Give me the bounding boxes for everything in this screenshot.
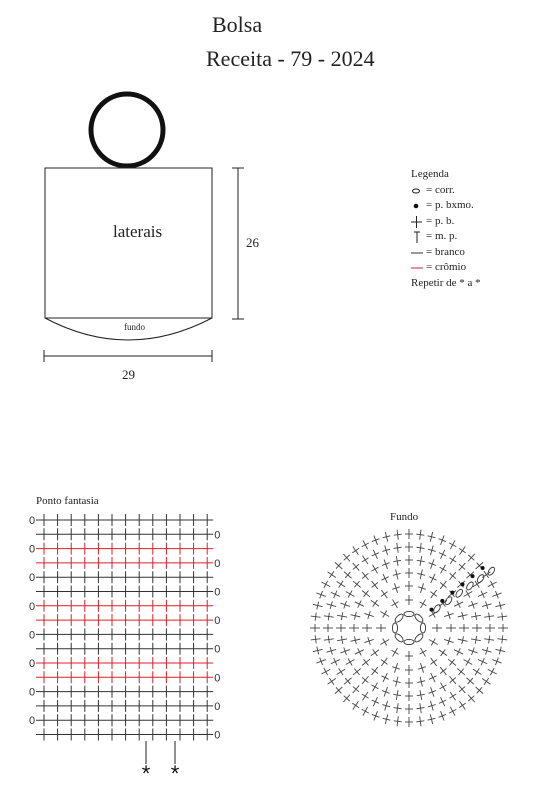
single-crochet-stitch <box>427 700 437 712</box>
single-crochet-stitch <box>350 635 362 645</box>
single-crochet-stitch <box>369 681 381 694</box>
chain-stitch <box>465 581 474 591</box>
single-crochet-stitch <box>336 624 346 632</box>
chain-stitch <box>487 566 496 576</box>
single-crochet-stitch <box>447 538 459 551</box>
white-line-icon <box>411 246 424 259</box>
height-value: 26 <box>246 235 259 250</box>
single-crochet-stitch <box>391 662 402 674</box>
single-crochet-stitch <box>350 560 363 573</box>
bag-handle <box>91 94 163 166</box>
repeat-note: Repetir de * a * <box>411 276 481 289</box>
single-crochet-stitch <box>471 666 484 678</box>
single-crochet-stitch <box>405 678 413 688</box>
single-crochet-stitch <box>353 646 365 658</box>
single-crochet-stitch <box>481 646 493 656</box>
chain-stitch-icon <box>411 184 424 197</box>
single-crochet-stitch <box>452 598 464 610</box>
single-crochet-stitch <box>389 597 401 610</box>
single-crochet-stitch <box>476 656 488 667</box>
single-crochet-stitch <box>427 544 437 556</box>
width-value: 29 <box>122 367 135 382</box>
legend-label: = branco <box>426 245 465 258</box>
single-crochet-stitch <box>405 595 413 605</box>
slip-stitch <box>440 599 444 603</box>
page-title: Bolsa <box>212 12 263 37</box>
single-crochet-stitch <box>380 558 391 570</box>
single-crochet-stitch <box>336 635 347 645</box>
stitch-row <box>36 528 220 541</box>
single-crochet-stitch <box>329 589 341 600</box>
single-crochet-stitch <box>325 675 338 687</box>
single-crochet-stitch <box>426 713 436 725</box>
single-crochet-stitch <box>368 665 380 678</box>
single-crochet-stitch <box>405 529 413 539</box>
stitch-row <box>36 614 220 627</box>
single-crochet-stitch <box>359 705 371 718</box>
single-crochet-stitch <box>426 531 436 543</box>
single-crochet-stitch <box>497 635 508 644</box>
single-crochet-stitch <box>341 569 354 582</box>
single-crochet-stitch <box>340 551 353 564</box>
single-crochet-stitch <box>359 570 372 583</box>
single-crochet-stitch <box>428 656 440 669</box>
single-crochet-stitch <box>339 646 351 657</box>
single-crochet-stitch <box>381 713 391 725</box>
single-crochet-stitch <box>456 560 469 573</box>
width-dimension <box>44 350 212 362</box>
single-crochet-stitch <box>405 691 413 701</box>
chain-marker: 0 <box>214 672 221 685</box>
single-crochet-stitch <box>446 570 459 583</box>
single-crochet-stitch <box>369 597 382 609</box>
single-crochet-stitch <box>393 529 402 540</box>
single-crochet-stitch <box>437 710 448 722</box>
single-crochet-stitch <box>350 611 362 621</box>
single-crochet-stitch <box>360 587 373 599</box>
half-double-crochet-icon <box>411 230 424 243</box>
single-crochet-stitch <box>437 681 449 694</box>
single-crochet-stitch <box>368 579 380 592</box>
single-crochet-stitch <box>359 553 371 566</box>
single-crochet-stitch <box>416 555 426 566</box>
single-crochet-stitch <box>443 636 455 647</box>
single-crochet-stitch <box>473 684 486 697</box>
single-crochet-stitch <box>494 645 506 655</box>
single-crochet-stitch <box>339 599 351 610</box>
single-crochet-stitch <box>437 548 448 560</box>
single-crochet-stitch <box>456 683 469 696</box>
single-crochet-stitch <box>369 647 382 659</box>
stitch-row <box>29 571 213 584</box>
single-crochet-stitch <box>332 684 345 697</box>
single-crochet-stitch <box>370 548 381 560</box>
chain-marker: 0 <box>29 600 36 613</box>
slip-stitch <box>471 574 475 578</box>
single-crochet-stitch <box>334 666 347 678</box>
chain-marker: 0 <box>29 572 36 585</box>
single-crochet-stitch <box>389 646 401 659</box>
single-crochet-stitch <box>446 656 459 668</box>
single-crochet-stitch <box>359 674 372 687</box>
single-crochet-stitch <box>393 703 402 714</box>
single-crochet-stitch <box>369 563 381 576</box>
height-dimension <box>232 168 244 319</box>
single-crochet-stitch <box>341 675 354 688</box>
single-crochet-stitch <box>470 635 481 645</box>
single-crochet-stitch <box>405 555 413 565</box>
single-crochet-stitch <box>417 646 429 659</box>
single-crochet-stitch <box>381 544 391 556</box>
stitch-row <box>29 543 213 556</box>
single-crochet-stitch <box>378 588 390 601</box>
single-crochet-stitch <box>405 542 413 552</box>
single-crochet-stitch <box>416 703 425 714</box>
single-crochet-stitch <box>334 578 347 590</box>
single-crochet-stitch <box>491 656 503 667</box>
single-crochet-stitch <box>370 710 381 722</box>
single-crochet-stitch <box>325 568 338 580</box>
slip-stitch <box>429 608 433 612</box>
single-crochet-stitch <box>452 646 464 658</box>
chain-marker: 0 <box>214 557 221 570</box>
single-crochet-stitch <box>349 544 361 557</box>
single-crochet-stitch <box>351 578 364 591</box>
single-crochet-stitch <box>319 666 332 678</box>
single-crochet-stitch <box>392 555 402 566</box>
single-crochet-stitch <box>446 674 459 687</box>
single-crochet-stitch <box>427 671 439 683</box>
single-crochet-stitch <box>443 610 455 621</box>
recipe-number: Receita - 79 - 2024 <box>206 46 375 71</box>
single-crochet-stitch <box>405 704 413 714</box>
legend <box>411 167 481 291</box>
slip-stitch <box>450 591 454 595</box>
legend-item <box>411 229 481 245</box>
stitch-chart-title: Ponto fantasia <box>36 495 99 507</box>
chain-marker: 0 <box>29 658 36 670</box>
single-crochet-stitch <box>417 582 428 594</box>
single-crochet-stitch <box>427 636 440 648</box>
single-crochet-stitch <box>379 671 391 683</box>
single-crochet-stitch <box>405 717 413 727</box>
chain-marker: 0 <box>29 543 36 556</box>
chain-stitch <box>444 596 453 606</box>
chrome-line-icon <box>411 261 424 274</box>
single-crochet-stitch <box>446 624 456 632</box>
slip-stitch <box>481 566 485 570</box>
single-crochet-stitch <box>437 579 449 592</box>
single-crochet-stitch <box>325 600 337 610</box>
stitch-row <box>36 586 220 599</box>
chain-marker: 0 <box>29 686 36 699</box>
single-crochet-stitch <box>437 563 449 576</box>
single-crochet-stitch <box>416 716 425 727</box>
stitch-row <box>29 628 213 641</box>
single-crochet-stitch <box>370 695 381 707</box>
single-crochet-stitch <box>464 569 477 582</box>
legend-title: Legenda <box>411 168 449 180</box>
single-crochet-stitch <box>310 612 321 621</box>
chain-marker: 0 <box>29 515 36 527</box>
single-crochet-stitch <box>380 686 391 698</box>
single-crochet-stitch <box>392 689 402 700</box>
repeat-start-marker: * <box>141 761 151 786</box>
single-crochet-stitch <box>336 611 347 621</box>
single-crochet-stitch <box>447 690 459 703</box>
single-crochet-stitch <box>455 665 468 678</box>
legend-item <box>411 245 481 261</box>
single-crochet-stitch <box>428 588 440 601</box>
single-crochet-stitch <box>359 538 371 551</box>
legend-item <box>411 260 481 276</box>
chain-marker: 0 <box>214 643 221 656</box>
single-crochet-stitch <box>319 578 332 590</box>
single-crochet-stitch <box>456 699 468 712</box>
single-crochet-stitch <box>484 635 495 644</box>
single-crochet-stitch <box>405 581 413 591</box>
single-crochet-stitch <box>472 624 482 632</box>
single-crochet-stitch <box>481 600 493 610</box>
single-crochet-stitch <box>315 589 327 600</box>
stitch-row <box>29 600 213 613</box>
single-crochet-stitch <box>498 624 508 632</box>
single-crochet-stitch <box>323 612 334 621</box>
single-crochet-stitch <box>344 656 357 668</box>
single-crochet-stitch <box>462 656 475 668</box>
single-crochet-stitch <box>393 716 402 727</box>
bag-body-outline <box>45 168 212 318</box>
single-crochet-stitch <box>497 612 508 621</box>
single-crochet-stitch <box>467 646 479 657</box>
single-crochet-stitch <box>350 683 363 696</box>
single-crochet-stitch <box>329 656 341 667</box>
stitch-row <box>29 714 213 727</box>
single-crochet-stitch <box>332 559 345 572</box>
single-crochet-stitch <box>381 531 391 543</box>
single-crochet-stitch <box>467 599 479 610</box>
single-crochet-stitch <box>464 675 477 688</box>
single-crochet-stitch <box>432 624 442 632</box>
stitch-row <box>36 700 220 713</box>
single-crochet-stitch <box>393 542 402 553</box>
single-crochet-stitch <box>360 656 373 668</box>
single-crochet-stitch <box>417 662 428 674</box>
stitch-row <box>29 686 213 699</box>
single-crochet-stitch <box>416 689 426 700</box>
single-crochet-stitch <box>437 647 450 659</box>
single-crochet-stitch <box>417 597 429 610</box>
single-crochet-stitch <box>494 600 506 610</box>
single-crochet-stitch <box>416 676 426 688</box>
slip-stitch <box>460 582 464 586</box>
slip-stitch-icon <box>411 199 424 212</box>
single-crochet-stitch <box>416 529 425 540</box>
single-crochet-stitch <box>381 700 391 712</box>
single-crochet-stitch <box>427 558 438 570</box>
single-crochet-stitch <box>405 651 413 661</box>
single-crochet-stitch <box>447 705 459 718</box>
single-crochet-stitch <box>370 534 381 546</box>
chain-stitch <box>455 588 464 598</box>
single-crochet-stitch <box>378 656 390 669</box>
stitch-row <box>36 643 220 656</box>
chain-marker: 0 <box>214 586 221 599</box>
single-crochet-stitch <box>315 656 327 667</box>
single-crochet-stitch <box>470 611 481 621</box>
single-crochet-stitch <box>437 695 448 707</box>
single-crochet-stitch <box>378 636 391 648</box>
single-crochet-stitch <box>340 692 353 705</box>
body-label: laterais <box>113 222 163 241</box>
chain-marker: 0 <box>214 729 221 742</box>
legend-label: = p. b. <box>426 214 455 227</box>
single-crochet-stitch <box>312 645 324 655</box>
single-crochet-stitch <box>392 569 402 581</box>
single-crochet-stitch <box>491 589 503 600</box>
single-crochet-stitch <box>392 676 402 688</box>
single-crochet-stitch <box>447 553 459 566</box>
stitch-row <box>36 557 220 570</box>
single-crochet-stitch <box>473 559 486 572</box>
chain-marker: 0 <box>29 629 36 642</box>
single-crochet-stitch <box>416 569 426 581</box>
legend-label: = m. p. <box>426 230 458 242</box>
single-crochet-stitch <box>391 582 402 594</box>
single-crochet-stitch <box>484 612 495 621</box>
single-crochet-stitch <box>457 635 469 645</box>
chain-marker: 0 <box>214 700 221 713</box>
stitch-row <box>29 514 213 527</box>
single-crochet-stitch <box>427 572 439 584</box>
bottom-round-chart <box>310 529 508 727</box>
single-crochet-stitch <box>457 611 469 621</box>
single-crochet-stitch <box>359 690 371 703</box>
single-crochet-stitch <box>405 665 413 675</box>
chain-marker: 0 <box>214 615 221 628</box>
chain-stitch <box>476 573 485 583</box>
single-crochet-stitch <box>465 692 478 705</box>
round <box>376 595 442 661</box>
single-crochet-stitch <box>323 624 333 632</box>
chain-marker: 0 <box>214 529 221 542</box>
single-crochet-stitch <box>465 551 478 564</box>
single-crochet-stitch <box>310 635 321 644</box>
single-crochet-stitch <box>486 666 499 678</box>
single-crochet-stitch <box>325 646 337 656</box>
single-crochet-stitch <box>351 665 364 678</box>
bottom-chart-title: Fundo <box>390 511 419 523</box>
single-crochet-stitch <box>379 572 391 584</box>
single-crochet-stitch <box>485 624 495 632</box>
single-crochet-icon <box>411 215 424 228</box>
legend-item <box>411 214 481 230</box>
stitch-chart <box>29 514 220 742</box>
single-crochet-stitch <box>476 589 488 600</box>
single-crochet-stitch <box>376 624 386 632</box>
single-crochet-stitch <box>427 686 438 698</box>
stitch-row <box>29 657 213 670</box>
bottom-label: fundo <box>124 322 145 332</box>
single-crochet-stitch <box>456 544 468 557</box>
legend-label: = corr. <box>426 183 455 196</box>
single-crochet-stitch <box>353 598 365 610</box>
repeat-end-marker: * <box>170 761 180 786</box>
single-crochet-stitch <box>312 600 324 610</box>
stitch-row <box>36 671 220 684</box>
single-crochet-stitch <box>349 624 359 632</box>
single-crochet-stitch <box>363 610 375 621</box>
single-crochet-stitch <box>416 542 425 553</box>
single-crochet-stitch <box>310 624 320 632</box>
legend-label: = crômio <box>426 261 467 273</box>
legend-item <box>411 183 481 199</box>
stitch-row <box>36 729 220 742</box>
single-crochet-stitch <box>437 534 448 546</box>
single-crochet-stitch <box>480 675 493 687</box>
single-crochet-stitch <box>363 636 375 647</box>
single-crochet-stitch <box>405 568 413 578</box>
chain-marker: 0 <box>29 715 36 728</box>
single-crochet-stitch <box>437 665 449 678</box>
single-crochet-stitch <box>486 578 499 590</box>
legend-label: = p. bxmo. <box>426 199 474 211</box>
single-crochet-stitch <box>362 624 372 632</box>
single-crochet-stitch <box>323 635 334 644</box>
single-crochet-stitch <box>459 624 469 632</box>
center-chain-ring <box>392 611 425 644</box>
single-crochet-stitch <box>344 588 357 600</box>
single-crochet-stitch <box>349 699 361 712</box>
round-start-markers <box>429 566 495 614</box>
chain-stitch <box>432 604 441 614</box>
round <box>323 542 495 714</box>
single-crochet-stitch <box>378 608 391 620</box>
legend-item <box>411 198 481 214</box>
